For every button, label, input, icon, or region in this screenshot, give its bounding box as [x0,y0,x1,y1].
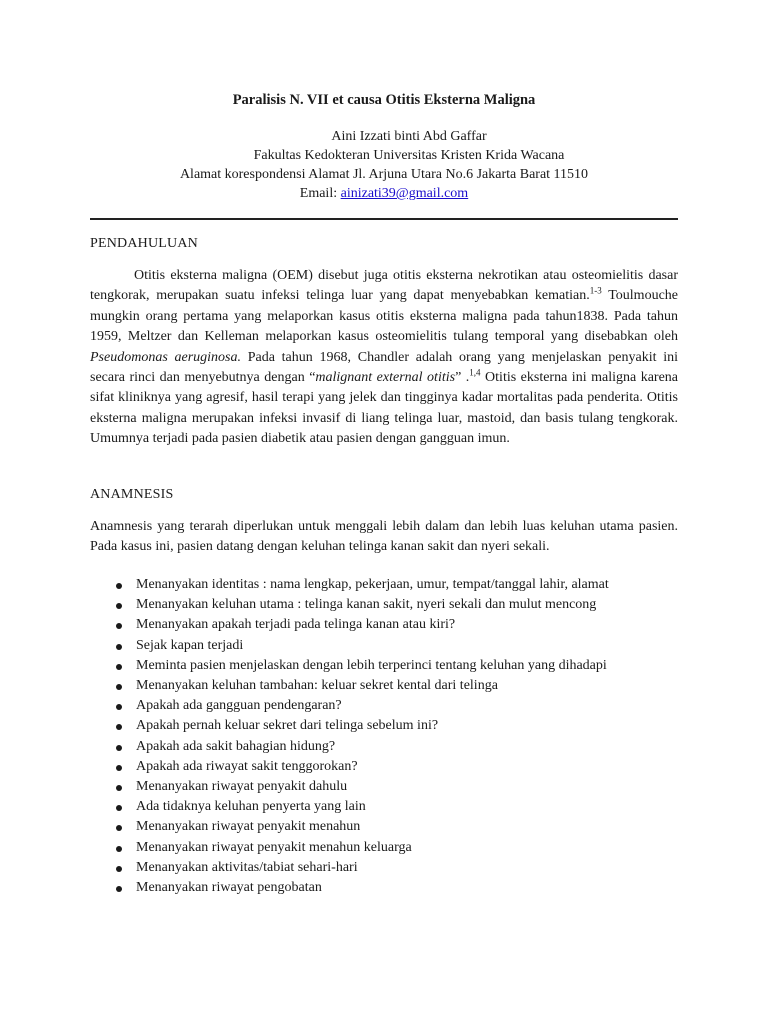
list-item-text: Apakah pernah keluar sekret dari telinga sebelum ini? [136,718,439,734]
bullet-icon [116,644,122,650]
list-item [112,716,609,736]
list-item [112,636,609,656]
email-label: Email: [299,186,341,201]
italic-species-name: Pseudomonas aeruginosa. [90,349,241,365]
bullet-icon [116,724,122,730]
list-item-text: Menanyakan identitas : nama lengkap, pekerjaan, umur, tempat/tanggal lahir, alamat [136,577,609,592]
list-item-text: Sejak kapan terjadi [136,637,244,653]
author-name: Aini Izzati binti Abd Gaffar [331,129,487,144]
list-item [112,817,609,837]
list-item [112,595,609,615]
list-item-text: Menanyakan riwayat penyakit dahulu [136,779,348,795]
list-item [112,575,609,595]
citation-superscript: 1-3 [589,285,602,296]
text-run: ” . [455,370,470,386]
bullet-icon [116,684,122,690]
bullet-icon [116,825,122,831]
list-item [112,838,609,858]
header-divider [90,218,678,220]
author-affiliation: Fakultas Kedokteran Universitas Kristen Krida Wacana [253,148,565,163]
document-title: Paralisis N. VII et causa Otitis Eksterna Maligna [232,92,536,108]
list-item-text: Menanyakan keluhan utama : telinga kanan sakit, nyeri sekali dan mulut mencong [136,597,597,613]
list-item [112,878,609,898]
bullet-icon [116,745,122,751]
text-run: Otitis eksterna maligna (OEM) disebut juga otitis eksterna nekrotikan atau osteomielitis dasar tengkorak, merupakan suatu infeksi telinga luar yang dapat menyebabkan kematian. [90,268,678,304]
author-email-line [90,184,678,203]
list-item-text: Apakah ada riwayat sakit tenggorokan? [136,758,358,774]
list-item-text: Menanyakan riwayat penyakit menahun [136,819,361,835]
citation-superscript: 1,4 [469,367,481,378]
list-item [112,676,609,696]
bullet-icon [116,765,122,771]
author-address: Alamat korespondensi Alamat Jl. Arjuna Utara No.6 Jakarta Barat 11510 [179,167,589,182]
list-item [112,777,609,797]
bullet-icon [116,583,122,589]
section-heading-pendahuluan: PENDAHULUAN [90,236,198,251]
list-item-text: Menanyakan apakah terjadi pada telinga kanan atau kiri? [136,617,456,633]
list-item-text: Menanyakan riwayat pengobatan [136,880,322,896]
bullet-icon [116,704,122,710]
list-item-text: Apakah ada gangguan pendengaran? [136,698,342,714]
bullet-icon [116,866,122,872]
text-run: Pada tahun 1968, Chandler adalah orang yang menjelaskan penyakit ini secara rinci dan menyebutnya dengan “ [90,349,678,386]
list-item-text: Menanyakan keluhan tambahan: keluar sekret kental dari telinga [136,678,498,694]
list-item [112,696,609,716]
list-item [112,737,609,757]
pendahuluan-paragraph [90,266,678,450]
list-item-text: Ada tidaknya keluhan penyerta yang lain [136,799,366,815]
bullet-icon [116,664,122,670]
bullet-icon [116,886,122,892]
author-block [90,127,678,203]
anamnesis-paragraph: Anamnesis yang terarah diperlukan untuk menggali lebih dalam dan lebih luas keluhan utama pasien. Pada kasus ini, pasien datang dengan keluhan telinga kanan sakit dan nyeri sekali. [90,519,678,555]
email-link[interactable]: ainizati39@gmail.com [340,186,469,201]
list-item [112,858,609,878]
list-item-text: Menanyakan riwayat penyakit menahun keluarga [136,839,412,855]
bullet-icon [116,846,122,852]
bullet-icon [116,623,122,629]
bullet-icon [116,785,122,791]
anamnesis-bullet-list [112,575,609,898]
list-item-text: Meminta pasien menjelaskan dengan lebih terperinci tentang keluhan yang dihadapi [136,657,607,673]
bullet-icon [116,603,122,609]
section-heading-anamnesis: ANAMNESIS [90,487,174,502]
list-item [112,797,609,817]
list-item-text: Menanyakan aktivitas/tabiat sehari-hari [136,859,358,875]
list-item-text: Apakah ada sakit bahagian hidung? [136,738,336,754]
list-item [112,757,609,777]
text-run: Otitis eksterna ini maligna karena sifat kliniknya yang agresif, hasil terapi yang jelek dan tingginya kadar mortalitas pada penderita. Otitis eksterna maligna merupakan infeksi invasif di liang telinga luar, mastoid, dan basis tulang tengkorak. Umumnya terjadi pada pasien diabetik atau pasien dengan gangguan imun. [90,370,678,447]
text-run: Toulmouche mungkin orang pertama yang melaporkan kasus otitis eksterna maligna pada tahun1838. Pada tahun 1959, Meltzer dan Kelleman melaporkan kasus osteomielitis tulang temporal yang disebabkan oleh [90,288,678,345]
list-item [112,615,609,635]
italic-term: malignant external otitis [315,370,456,386]
bullet-icon [116,805,122,811]
list-item [112,656,609,676]
